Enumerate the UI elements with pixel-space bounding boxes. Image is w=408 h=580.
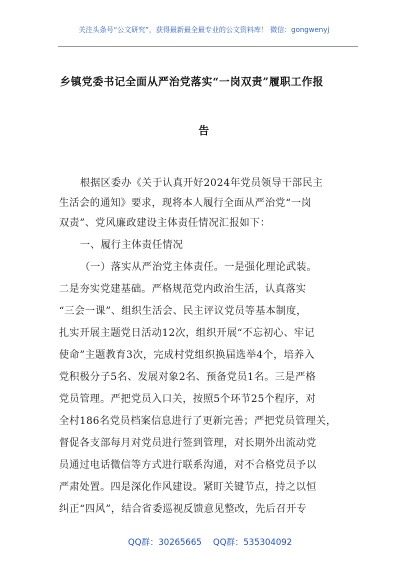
document-title-line-2: 告 xyxy=(198,125,210,137)
body-line: 党员管理。严把党员入口关，按照5个环节25个程序，对 xyxy=(59,394,316,405)
header-divider xyxy=(58,46,358,47)
body-line: 双责”、党风廉政建设主体责任情况汇报如下： xyxy=(59,218,271,229)
body-line: 二是夯实党建基础。严格规范党内政治生活，认真落实 xyxy=(59,284,307,295)
body-line: 扎实开展主题党日活动12次，组织开展“不忘初心、牢记 xyxy=(59,328,315,339)
qq-group-2: QQ群：535304092 xyxy=(213,538,293,548)
body-line: 纠正“四风”，结合省委巡视反馈意见整改，先后召开专 xyxy=(59,504,307,515)
body-line: 严肃处置。四是深化作风建设。紧盯关键节点，持之以恒 xyxy=(59,482,317,493)
body-line: “三会一课”、组织生活会、民主评议党员等基本制度， xyxy=(59,306,307,317)
body-line: 生活会的通知》要求，现将本人履行全面从严治党“一岗 xyxy=(59,198,312,209)
body-line: （一）落实从严治党主体责任。一是强化理论武装。 xyxy=(80,262,317,273)
body-line: 督促各支部每月对党员进行签到管理，对长期外出流动党 xyxy=(59,438,317,449)
body-line: 党积极分子5名、发展对象2名、预备党员1名。三是严格 xyxy=(59,372,316,383)
header-banner: 关注头条号“公文研究”，获得最新最全最专业的公文资料库！ 微信：gongwenyj xyxy=(78,26,330,34)
qq-group-1: QQ群：30265665 xyxy=(128,538,202,548)
section-heading: 一、履行主体责任情况 xyxy=(80,240,183,251)
document-title-line-1: 乡镇党委书记全面从严治党落实“一岗双责”履职工作报 xyxy=(60,76,324,88)
body-line: 员通过电话微信等方式进行联系沟通，对不合格党员予以 xyxy=(59,460,317,471)
body-line: 根据区委办《关于认真开好2024年党员领导干部民主 xyxy=(80,178,323,189)
body-line: 使命”主题教育3次，完成村党组织换届选举4个，培养入 xyxy=(59,350,315,361)
body-line: 全村186名党员档案信息进行了更新完善；严把党员管理关， xyxy=(59,416,337,427)
